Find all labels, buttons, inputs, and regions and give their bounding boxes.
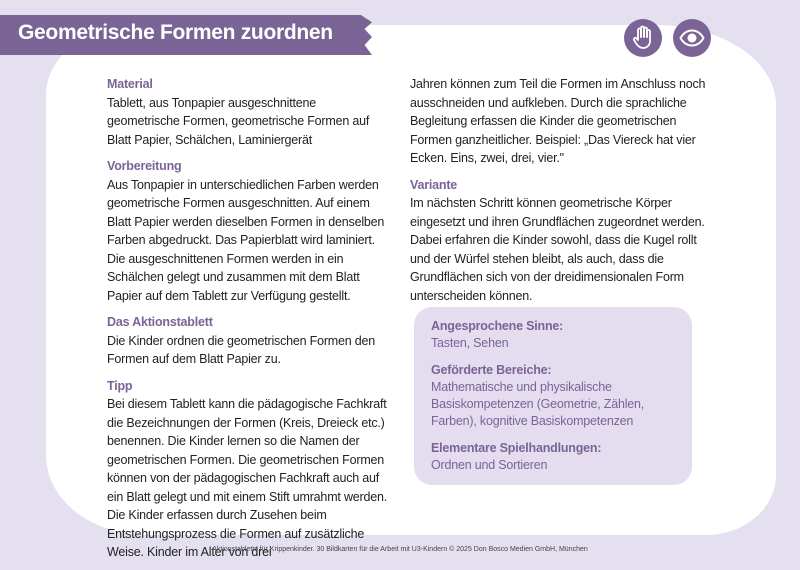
footer-copyright: Aktionstabletts für Krippenkinder. 30 Bildkarten für die Arbeit mit U3-Kindern © 2025 Don Bosco Medien GmbH, München xyxy=(212,546,588,553)
tipp-heading: Tipp xyxy=(107,378,133,393)
aktion-heading: Das Aktionstablett xyxy=(107,315,213,329)
spiel-heading: Elementare Spielhandlungen: xyxy=(431,441,602,455)
right-column xyxy=(410,75,710,313)
material-heading: Material xyxy=(107,77,153,91)
tipp-text: Bei diesem Tablett kann die pädagogische Fachkraft die Bezeichnungen der Formen (Kreis, Dreieck etc.) benennen. Die Kinder lernen so die Namen der geometrischen Formen. Die geometrischen Formen können von der pädagogischen Fachkraft auch auf ein Blatt gelegt und mit einem Stift umrahmt werden. Die Kinder erfassen durch Zusehen beim Entstehungsprozess die Formen auf zusätzliche Weise. Kinder im Alter von drei xyxy=(107,397,388,559)
page-title: Geometrische Formen zuordnen xyxy=(18,21,333,44)
variante-text: Im nächsten Schritt können geometrische Körper eingesetzt und ihren Grundflächen zugeordnet werden. Dabei erfahren die Kinder sowohl, dass die Kugel rollt und der Würfel stehen bleibt, als auch, dass die Grundflächen sich von der dreidimensionalen Form unterscheiden können. xyxy=(410,196,705,303)
bereiche-heading: Geförderte Bereiche: xyxy=(431,363,552,377)
vorbereitung-heading: Vorbereitung xyxy=(107,159,182,173)
variante-heading: Variante xyxy=(410,177,458,192)
left-column xyxy=(107,75,389,570)
vorbereitung-text: Aus Tonpapier in unterschiedlichen Farben werden geometrische Formen ausgeschnitten. Auf einem Blatt Papier werden dieselben Formen in denselben Farben abgedruckt. Das Papierblatt wird laminiert. Die ausgeschnittenen Formen werden in ein Schälchen gelegt und zusammen mit dem Blatt Papier auf dem Tablett zur Verfügung gestellt. xyxy=(107,177,385,303)
sinne-heading: Angesprochene Sinne: xyxy=(431,319,564,333)
tipp-continued-text: Jahren können zum Teil die Formen im Anschluss noch ausschneiden und aufkleben. Durch die sprachliche Begleitung erfassen die Kinder die geometrischen Formen ganzheitlicher. Beispiel: „Das Viereck hat vier Ecken. Eins, zwei, drei, vier." xyxy=(410,77,706,165)
aktion-text: Die Kinder ordnen die geometrischen Formen den Formen auf dem Blatt Papier zu. xyxy=(107,333,376,366)
eye-icon xyxy=(673,19,711,57)
sinne-text: Tasten, Sehen xyxy=(431,336,509,350)
hand-icon xyxy=(624,19,662,57)
info-box xyxy=(414,307,692,485)
material-text: Tablett, aus Tonpapier ausgeschnittene geometrische Formen, geometrische Formen auf Blatt Papier, Schälchen, Laminiergerät xyxy=(107,95,370,147)
spiel-text: Ordnen und Sortieren xyxy=(431,458,548,472)
bereiche-text: Mathematische und physikalische Basiskompetenzen (Geometrie, Zählen, Farben), kognitive Basiskompetenzen xyxy=(431,380,645,428)
